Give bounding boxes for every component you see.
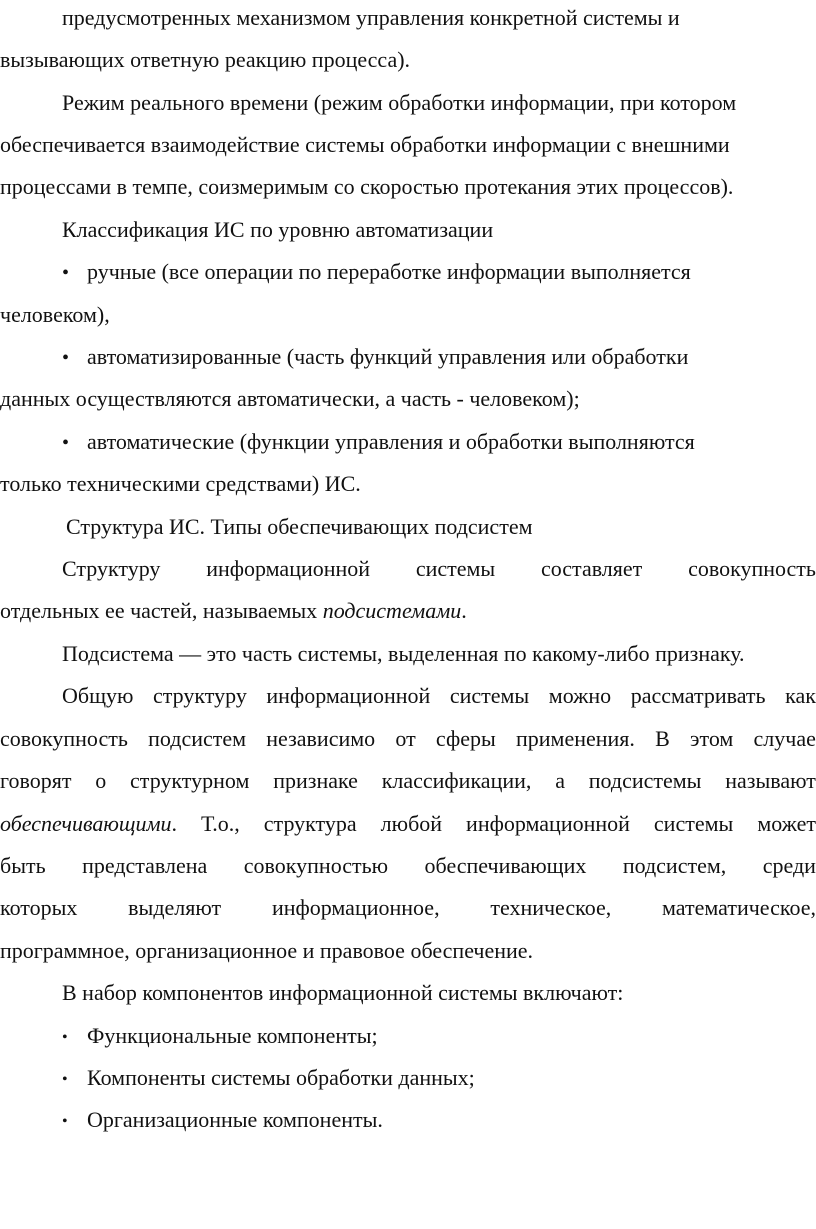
- paragraph-line: [0, 930, 816, 972]
- word: [0, 803, 177, 845]
- text: Подсистема — это часть системы, выделенная по какому-либо признаку.: [62, 641, 745, 666]
- text: В набор компонентов информационной системы включают:: [62, 980, 624, 1005]
- text: Функциональные компоненты;: [87, 1023, 378, 1048]
- text: данных осуществляются автоматически, а часть - человеком);: [0, 386, 580, 411]
- list-item: [0, 1057, 816, 1099]
- bullet-icon: •: [62, 347, 70, 369]
- text: человеком),: [0, 302, 110, 327]
- bullet-icon: •: [62, 1113, 68, 1130]
- word: классификации,: [381, 768, 532, 793]
- list-item: [0, 421, 816, 463]
- word: признаке: [273, 768, 358, 793]
- list-item: [0, 1015, 816, 1057]
- word: называют: [725, 768, 816, 793]
- text: автоматические (функции управления и обработки выполняются: [87, 429, 695, 454]
- word: информационной: [206, 556, 371, 581]
- word: выделяют: [128, 895, 222, 920]
- word: быть: [0, 853, 46, 878]
- word: подсистем,: [622, 853, 727, 878]
- text: отдельных ее частей, называемых: [0, 598, 323, 623]
- word: математическое,: [662, 895, 816, 920]
- list-item: [0, 336, 816, 378]
- list-item-continuation: [0, 294, 816, 336]
- word: совокупность: [688, 556, 816, 581]
- list-item-continuation: [0, 463, 816, 505]
- word: структуру: [153, 683, 247, 708]
- text: вызывающих ответную реакцию процесса).: [0, 47, 411, 72]
- italic-term: подсистемами: [322, 598, 462, 623]
- paragraph-line: [0, 675, 816, 717]
- word: применения.: [515, 726, 635, 751]
- word: Общую: [62, 683, 134, 708]
- word: говорят: [0, 768, 72, 793]
- word: может: [757, 811, 816, 836]
- list-item-continuation: [0, 378, 816, 420]
- word: которых: [0, 895, 78, 920]
- text: только техническими средствами) ИС.: [0, 471, 361, 496]
- paragraph-line: [0, 82, 816, 124]
- word: рассматривать: [630, 683, 766, 708]
- paragraph-line: [0, 39, 816, 81]
- word: обеспечивающих: [424, 853, 587, 878]
- word: как: [785, 683, 816, 708]
- word: системы: [415, 556, 496, 581]
- word: этом: [690, 726, 734, 751]
- text: процессами в темпе, соизмеримым со скоростью протекания этих процессов).: [0, 174, 734, 199]
- word: о: [95, 768, 107, 793]
- word: представлена: [82, 853, 208, 878]
- paragraph-line: [0, 972, 816, 1014]
- text: ручные (все операции по переработке информации выполняется: [87, 259, 691, 284]
- italic-term: обеспечивающими: [0, 811, 172, 836]
- paragraph-line: [0, 124, 816, 166]
- text: предусмотренных механизмом управления конкретной системы и: [62, 5, 680, 30]
- heading-text: Структура ИС. Типы обеспечивающих подсистем: [66, 514, 533, 539]
- text: Компоненты системы обработки данных;: [87, 1065, 475, 1090]
- word: случае: [753, 726, 816, 751]
- paragraph-line: [0, 166, 816, 208]
- word: среди: [762, 853, 816, 878]
- word: системы: [449, 683, 530, 708]
- word: сферы: [435, 726, 496, 751]
- text: Организационные компоненты.: [87, 1107, 383, 1132]
- paragraph-line: [0, 718, 816, 760]
- word: от: [395, 726, 416, 751]
- word: структурном: [130, 768, 250, 793]
- paragraph-line: [0, 803, 816, 845]
- word: техническое,: [490, 895, 612, 920]
- list-item: [0, 1099, 816, 1141]
- word: информационной: [466, 811, 630, 836]
- word: информационной: [266, 683, 431, 708]
- paragraph-line: [0, 633, 816, 675]
- bullet-icon: •: [62, 262, 70, 284]
- bullet-icon: •: [62, 1071, 68, 1088]
- period: .: [171, 811, 178, 836]
- paragraph-line: [0, 845, 816, 887]
- text: программное, организационное и правовое обеспечение.: [0, 938, 534, 963]
- paragraph-line: [0, 548, 816, 590]
- classification-heading: [0, 209, 816, 251]
- word: совокупность: [0, 726, 128, 751]
- word: информационное,: [271, 895, 440, 920]
- word: независимо: [266, 726, 376, 751]
- word: Т.о.,: [201, 811, 240, 836]
- word: можно: [548, 683, 612, 708]
- text: .: [461, 598, 467, 623]
- paragraph-line: [0, 0, 816, 39]
- paragraph-line: [0, 590, 816, 632]
- word: совокупностью: [243, 853, 389, 878]
- word: Структуру: [62, 556, 161, 581]
- word: В: [655, 726, 670, 751]
- paragraph-line: [0, 760, 816, 802]
- word: любой: [380, 811, 443, 836]
- text: обеспечивается взаимодействие системы обработки информации с внешними: [0, 132, 730, 157]
- list-item: [0, 251, 816, 293]
- bullet-icon: •: [62, 432, 70, 454]
- word: подсистем: [148, 726, 247, 751]
- paragraph-line: [0, 887, 816, 929]
- structure-heading: [0, 506, 816, 548]
- bullet-icon: •: [62, 1029, 68, 1046]
- word: составляет: [540, 556, 643, 581]
- word: структура: [263, 811, 357, 836]
- text: Режим реального времени (режим обработки информации, при котором: [62, 90, 737, 115]
- word: подсистемы: [588, 768, 702, 793]
- heading-text: Классификация ИС по уровню автоматизации: [62, 217, 494, 242]
- text: автоматизированные (часть функций управления или обработки: [87, 344, 689, 369]
- word: а: [555, 768, 565, 793]
- word: системы: [653, 811, 734, 836]
